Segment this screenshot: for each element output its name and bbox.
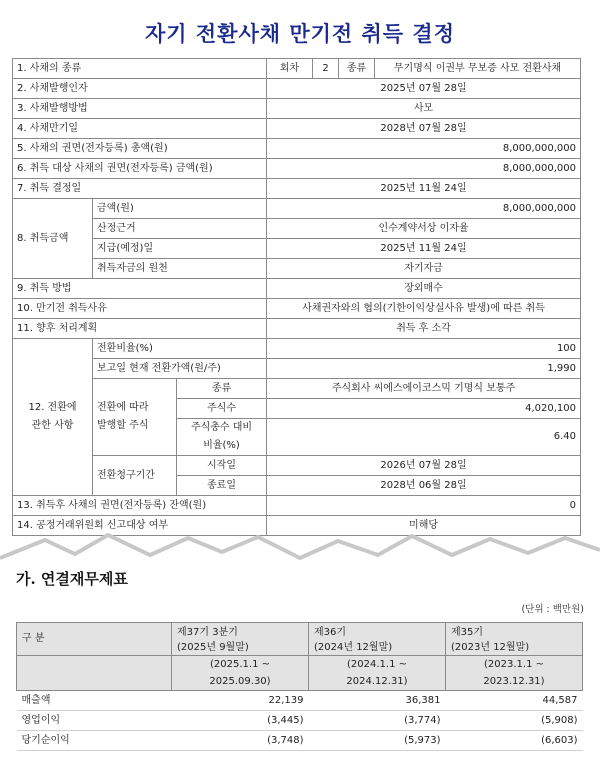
fin-range-2-line2: 2024.12.31) <box>346 676 408 687</box>
row-basis <box>13 219 581 239</box>
section-title: 가. 연결재무제표 <box>16 570 128 588</box>
value-reason: 사채권자와의 협의(기한이익상실사유 발생)에 따른 취득 <box>267 299 581 319</box>
value-plan: 취득 후 소각 <box>267 319 581 339</box>
label-kind: 종류 <box>339 59 375 79</box>
value-decision-date: 2025년 11월 24일 <box>267 179 581 199</box>
label-total-face: 5. 사채의 권면(전자등록) 총액(원) <box>13 139 267 159</box>
row-issue-method <box>13 99 581 119</box>
label-ftc: 14. 공정거래위원회 신고대상 여부 <box>13 516 267 536</box>
row-target-face <box>13 159 581 179</box>
row-period-start <box>13 456 581 476</box>
value-basis: 인수계약서상 이자율 <box>267 219 581 239</box>
row-source <box>13 259 581 279</box>
label-bond-type: 1. 사채의 종류 <box>13 59 267 79</box>
label-paydate: 지급(예정)일 <box>93 239 267 259</box>
fin-net-income-1: (3,748) <box>172 731 309 751</box>
fin-range-1-line2: 2025.09.30) <box>209 676 271 687</box>
row-stock-type <box>13 379 581 399</box>
label-maturity: 4. 사채만기일 <box>13 119 267 139</box>
disclosure-table <box>12 58 581 536</box>
label-stock-pct <box>177 419 267 456</box>
row-method <box>13 279 581 299</box>
fin-range-1-line1: (2025.1.1 ~ <box>210 659 270 670</box>
fin-period-1-name: 제37기 3분기 <box>177 627 238 638</box>
fin-op-income-3: (5,908) <box>446 711 583 731</box>
fin-op-income-1: (3,445) <box>172 711 309 731</box>
fin-row-op-income <box>17 711 583 731</box>
label-source: 취득자금의 원천 <box>93 259 267 279</box>
financial-table <box>16 622 583 751</box>
value-round: 2 <box>313 59 339 79</box>
value-conv-price: 1,990 <box>267 359 581 379</box>
label-round: 회차 <box>267 59 313 79</box>
fin-range-2-line1: (2024.1.1 ~ <box>347 659 407 670</box>
row-conv-price <box>13 359 581 379</box>
fin-net-income-label: 당기순이익 <box>17 731 172 751</box>
label-balance: 13. 취득후 사채의 권면(전자등록) 잔액(원) <box>13 496 267 516</box>
label-conv-price: 보고일 현재 전환가액(원/주) <box>93 359 267 379</box>
fin-period-2-sub: (2024년 12월말) <box>314 642 393 653</box>
fin-period-2-name: 제36기 <box>314 627 347 638</box>
value-method: 장외매수 <box>267 279 581 299</box>
fin-range-3 <box>446 656 583 691</box>
fin-period-header-1 <box>172 623 309 656</box>
row-paydate <box>13 239 581 259</box>
unit-label: (단위 : 백만원) <box>521 604 584 615</box>
value-ftc: 미해당 <box>267 516 581 536</box>
value-end: 2028년 06월 28일 <box>267 476 581 496</box>
fin-gubun-header: 구 분 <box>17 623 172 656</box>
fin-revenue-3: 44,587 <box>446 691 583 711</box>
label-conv-ratio: 전환비율(%) <box>93 339 267 359</box>
label-stock-count: 주식수 <box>177 399 267 419</box>
label-stock-pct-line1: 주식총수 대비 <box>190 422 253 433</box>
fin-range-row <box>17 656 583 691</box>
row-acq-amount <box>13 199 581 219</box>
value-start: 2026년 07월 28일 <box>267 456 581 476</box>
label-issue-method: 3. 사채발행방법 <box>13 99 267 119</box>
value-issue-method: 사모 <box>267 99 581 119</box>
value-stock-pct: 6.40 <box>267 419 581 456</box>
value-kind: 무기명식 이권부 무보증 사모 전환사채 <box>375 59 581 79</box>
label-period: 전환청구기간 <box>93 456 177 496</box>
row-issue-date <box>13 79 581 99</box>
label-stock-line2: 발행할 주식 <box>97 420 149 431</box>
fin-row-revenue <box>17 691 583 711</box>
value-conv-ratio: 100 <box>267 339 581 359</box>
label-conversion <box>13 339 93 496</box>
value-amount: 8,000,000,000 <box>267 199 581 219</box>
value-paydate: 2025년 11월 24일 <box>267 239 581 259</box>
value-maturity: 2028년 07월 28일 <box>267 119 581 139</box>
value-stock-type: 주식회사 씨에스에이코스믹 기명식 보통주 <box>267 379 581 399</box>
label-reason: 10. 만기전 취득사유 <box>13 299 267 319</box>
page-title: 자기 전환사채 만기전 취득 결정 <box>145 21 455 46</box>
row-reason <box>13 299 581 319</box>
fin-range-blank <box>17 656 172 691</box>
fin-revenue-1: 22,139 <box>172 691 309 711</box>
fin-range-3-line2: 2023.12.31) <box>483 676 545 687</box>
page-break-zigzag <box>0 528 600 568</box>
value-total-face: 8,000,000,000 <box>267 139 581 159</box>
value-target-face: 8,000,000,000 <box>267 159 581 179</box>
label-conversion-line2: 관한 사항 <box>31 420 74 431</box>
label-stock-pct-line2: 비율(%) <box>203 440 240 451</box>
fin-net-income-2: (5,973) <box>309 731 446 751</box>
fin-net-income-3: (6,603) <box>446 731 583 751</box>
label-conversion-line1: 12. 전환에 <box>28 402 77 413</box>
fin-period-header-2 <box>309 623 446 656</box>
row-maturity <box>13 119 581 139</box>
row-balance <box>13 496 581 516</box>
label-issue-date: 2. 사채발행인자 <box>13 79 267 99</box>
fin-row-net-income <box>17 731 583 751</box>
row-bond-type <box>13 59 581 79</box>
row-plan <box>13 319 581 339</box>
row-total-face <box>13 139 581 159</box>
label-plan: 11. 향후 처리계획 <box>13 319 267 339</box>
label-stock-line1: 전환에 따라 <box>97 402 149 413</box>
value-source: 자기자금 <box>267 259 581 279</box>
fin-period-3-sub: (2023년 12월말) <box>451 642 530 653</box>
row-conv-ratio <box>13 339 581 359</box>
fin-revenue-label: 매출액 <box>17 691 172 711</box>
fin-period-3-name: 제35기 <box>451 627 484 638</box>
label-decision-date: 7. 취득 결정일 <box>13 179 267 199</box>
value-stock-count: 4,020,100 <box>267 399 581 419</box>
label-amount: 금액(원) <box>93 199 267 219</box>
fin-header-row <box>17 623 583 656</box>
fin-range-1 <box>172 656 309 691</box>
label-method: 9. 취득 방법 <box>13 279 267 299</box>
label-stock <box>93 379 177 456</box>
fin-revenue-2: 36,381 <box>309 691 446 711</box>
fin-period-1-sub: (2025년 9월말) <box>177 642 249 653</box>
label-end: 종료일 <box>177 476 267 496</box>
label-basis: 산정근거 <box>93 219 267 239</box>
label-target-face: 6. 취득 대상 사채의 권면(전자등록) 금액(원) <box>13 159 267 179</box>
value-balance: 0 <box>267 496 581 516</box>
fin-op-income-2: (3,774) <box>309 711 446 731</box>
fin-range-3-line1: (2023.1.1 ~ <box>484 659 544 670</box>
label-stock-type: 종류 <box>177 379 267 399</box>
row-decision-date <box>13 179 581 199</box>
label-acq-amount: 8. 취득금액 <box>13 199 93 279</box>
fin-range-2 <box>309 656 446 691</box>
fin-period-header-3 <box>446 623 583 656</box>
fin-op-income-label: 영업이익 <box>17 711 172 731</box>
label-start: 시작일 <box>177 456 267 476</box>
value-issue-date: 2025년 07월 28일 <box>267 79 581 99</box>
